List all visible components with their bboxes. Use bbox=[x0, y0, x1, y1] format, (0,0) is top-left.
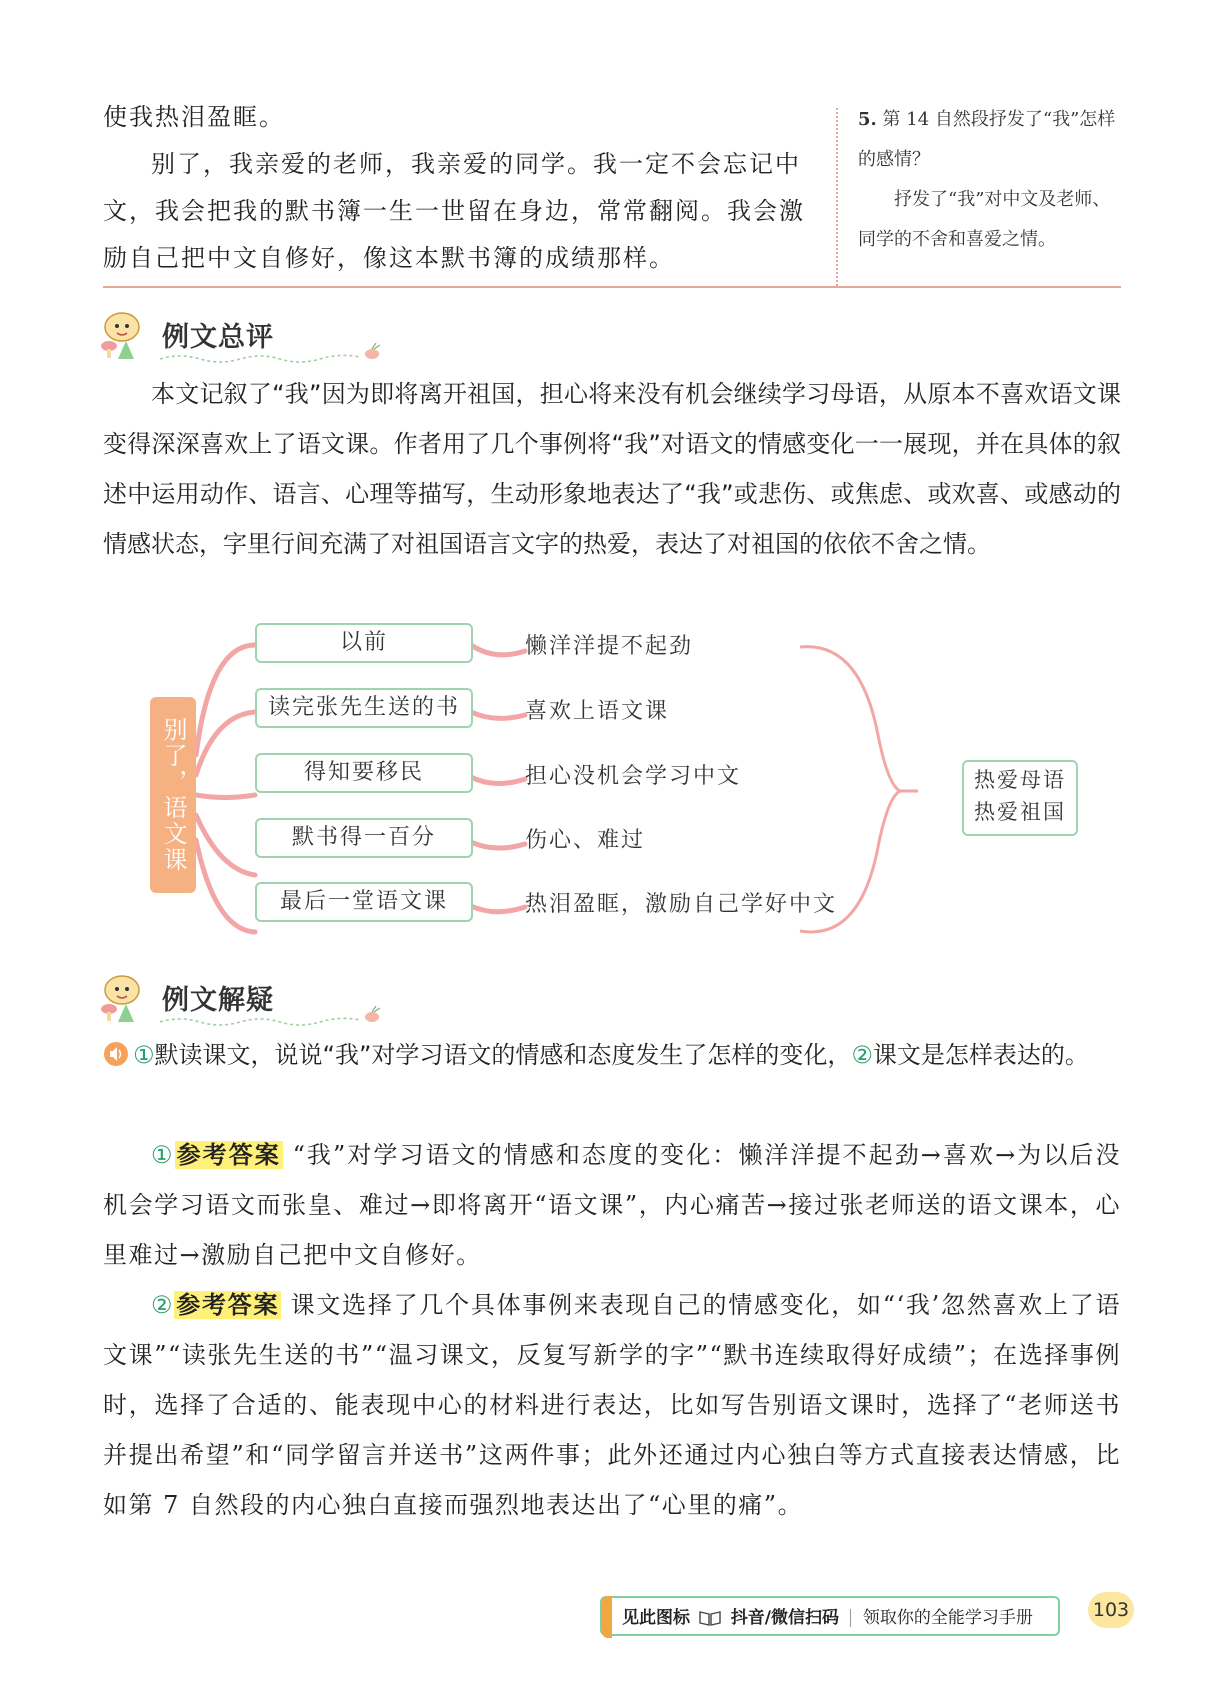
side-note-number: 5. bbox=[858, 109, 877, 130]
summary-line: 热爱祖国 bbox=[974, 800, 1066, 824]
side-note-answer: 抒发了“我”对中文及老师、同学的不舍和喜爱之情。 bbox=[858, 189, 1111, 250]
section-heading-qa bbox=[100, 968, 380, 1028]
mind-map-node: 默书得一百分 bbox=[255, 818, 473, 858]
side-note-question: 第 14 自然段抒发了“我”怎样的感情？ bbox=[858, 109, 1116, 170]
footer-banner[interactable] bbox=[600, 1596, 1060, 1636]
mind-map-leaf: 懒洋洋提不起劲 bbox=[525, 634, 694, 659]
summary-line: 热爱母语 bbox=[974, 768, 1066, 792]
mind-map-summary bbox=[962, 760, 1078, 836]
question-number: ① bbox=[133, 1041, 155, 1069]
book-icon bbox=[699, 1610, 721, 1626]
answer-1 bbox=[103, 1130, 1121, 1280]
answer-2 bbox=[103, 1280, 1121, 1530]
top-passage bbox=[103, 94, 813, 282]
footer-label: 抖音/微信扫码 bbox=[730, 1608, 840, 1628]
answer-number: ② bbox=[151, 1291, 175, 1319]
mind-map-node: 最后一堂语文课 bbox=[255, 882, 473, 922]
mind-map-central-topic: 别了，语文课 bbox=[150, 697, 196, 893]
mushroom-mascot-icon bbox=[100, 968, 158, 1026]
footer-separator bbox=[850, 1609, 851, 1627]
mind-map-node: 以前 bbox=[255, 623, 473, 663]
reference-answer-tag: 参考答案 bbox=[176, 1141, 281, 1169]
squiggle-decoration-icon bbox=[160, 1006, 380, 1028]
mind-map-leaf: 伤心、难过 bbox=[525, 828, 646, 853]
page-number: 103 bbox=[1088, 1592, 1134, 1628]
section-heading-review bbox=[100, 305, 380, 365]
qa-question bbox=[103, 1030, 1121, 1080]
question-number: ② bbox=[851, 1041, 873, 1069]
passage-paragraph: 别了，我亲爱的老师，我亲爱的同学。我一定不会忘记中文，我会把我的默书簿一生一世留在身边，常常翻阅。我会激励自己把中文自修好，像这本默书簿的成绩那样。 bbox=[103, 150, 805, 272]
passage-line: 使我热泪盈眶。 bbox=[103, 103, 285, 131]
mind-map bbox=[140, 625, 1100, 950]
mind-map-node: 得知要移民 bbox=[255, 753, 473, 793]
mind-map-leaf: 热泪盈眶，激励自己学好中文 bbox=[525, 892, 838, 917]
section-title: 例文解疑 bbox=[162, 985, 274, 1016]
review-paragraph: 本文记叙了“我”因为即将离开祖国，担心将来没有机会继续学习母语，从原本不喜欢语文课变得深深喜欢上了语文课。作者用了几个事例将“我”对语文的情感变化一一展现，并在具体的叙述中运用动作、语言、心理等描写，生动形象地表达了“我”或悲伤、或焦虑、或欢喜、或感动的情感状态，字里行间充满了对祖国语言文字的热爱，表达了对祖国的依依不舍之情。 bbox=[103, 380, 1121, 558]
divider-line bbox=[103, 286, 1121, 288]
mind-map-leaf: 喜欢上语文课 bbox=[525, 699, 670, 724]
mushroom-mascot-icon bbox=[100, 305, 158, 363]
question-text: 默读课文，说说“我”对学习语文的情感和态度发生了怎样的变化， bbox=[154, 1041, 852, 1069]
speaker-icon bbox=[103, 1041, 129, 1067]
mind-map-leaf: 担心没机会学习中文 bbox=[525, 764, 742, 789]
squiggle-decoration-icon bbox=[160, 343, 380, 365]
answer-text: 课文选择了几个具体事例来表现自己的情感变化，如“‘我’忽然喜欢上了语文课”“读张先生送的书”“温习课文，反复写新学的字”“默书连续取得好成绩”；在选择事例时，选择了合适的、能表现中心的材料进行表达，比如写告别语文课时，选择了“老师送书并提出希望”和“同学留言并送书”这两件事；此外还通过内心独白等方式直接表达情感，比如第 7 自然段的内心独白直接而强烈地表达出了“心里的痛”。 bbox=[103, 1291, 1121, 1519]
answer-number: ① bbox=[151, 1141, 175, 1169]
mind-map-node: 读完张先生送的书 bbox=[255, 688, 473, 728]
answer-text: “我”对学习语文的情感和态度的变化：懒洋洋提不起劲→喜欢→为以后没机会学习语文而张皇、难过→即将离开“语文课”，内心痛苦→接过张老师送的语文课本，心里难过→激励自己把中文自修好。 bbox=[103, 1141, 1122, 1269]
side-divider bbox=[836, 108, 840, 286]
banner-accent-bar bbox=[602, 1596, 612, 1638]
reference-answer-tag: 参考答案 bbox=[176, 1291, 280, 1319]
footer-label: 领取你的全能学习手册 bbox=[862, 1608, 1033, 1628]
side-note bbox=[858, 100, 1123, 260]
question-text: 课文是怎样表达的。 bbox=[872, 1041, 1089, 1069]
footer-label: 见此图标 bbox=[622, 1608, 690, 1628]
section-title: 例文总评 bbox=[162, 322, 274, 353]
